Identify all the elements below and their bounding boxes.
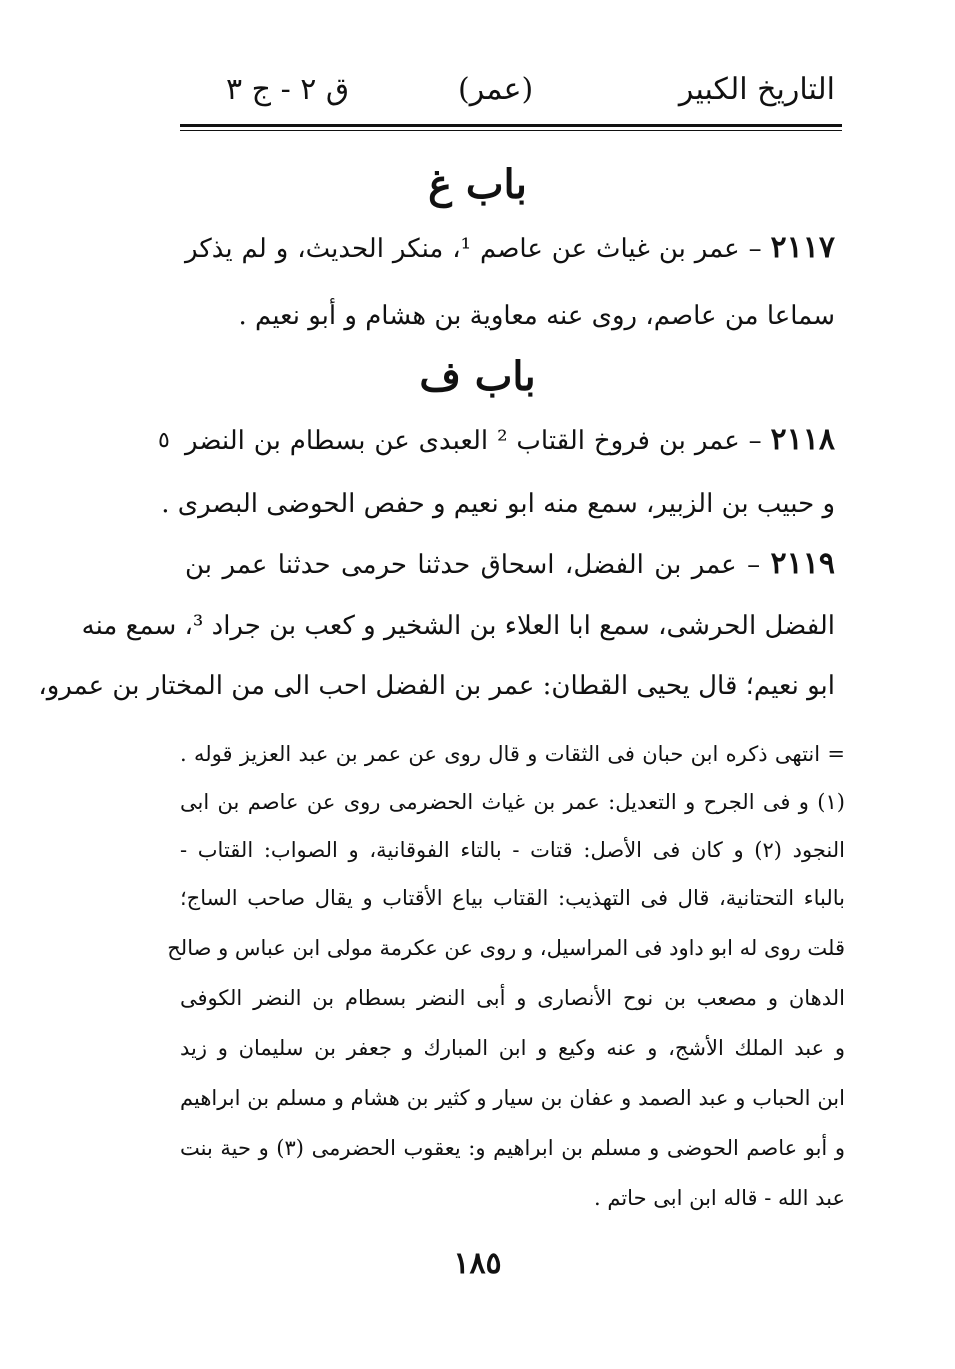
header-rule-thick [180,124,842,127]
entry-2119-line-3: ابو نعيم؛ قال يحيى القطان: عمر بن الفضل احب الى من المختار بن عمرو، [38,671,835,701]
entry-number: ٢١١٩ [770,546,835,581]
footnote-line: بالباء التحتانية، قال فى التهذيب: القتاب بياع الأقتاب و يقال صاحب الساج؛ [180,886,845,910]
margin-line-number: ٥ [158,428,170,453]
header-section: (عمر) [458,72,534,107]
footnote-line: النجود (٢) و كان فى الأصل: قتات - بالتاء الفوقانية، و الصواب: القتاب - [180,838,845,862]
header-book-title: التاريخ الكبير [678,72,835,107]
footnote-line: = انتهى ذكره ابن حبان فى الثقات و قال روى عن عمر بن عبد العزيز قوله . [180,742,845,766]
entry-number: ٢١١٧ [770,230,835,265]
entry-2117-line-2: سماعا من عاصم، روى عنه معاوية بن هشام و أبو نعيم . [238,301,835,331]
footnote-line: عبد الله - قاله ابن ابى حاتم . [594,1186,845,1210]
entry-text: – عمر بن غياث عن عاصم ¹، منكر الحديث، و لم يذكر [185,234,771,264]
chapter-heading-ghain: باب غ [428,161,527,208]
footnote-line: و أبو عاصم الحوضى و مسلم بن ابراهيم و: يعقوب الحضرمى (٣) و حية بنت [180,1136,846,1160]
chapter-heading-fa: باب ف [419,353,536,400]
entry-2119-line-2: الفضل الحرشى، سمع ابا العلاء بن الشخير و كعب بن جراد ³، سمع منه [81,611,835,641]
footnote-line: و عبد الملك الأشج، و عنه وكيع و ابن المبارك و جعفر بن سليمان و زيد [180,1036,845,1060]
entry-text: – عمر بن فروخ القتاب ² العبدى عن بسطام بن النضر [185,426,771,456]
entry-2118-line-2: و حبيب بن الزبير، سمع منه ابو نعيم و حفص الحوضى البصرى . [161,489,835,519]
entry-text: – عمر بن الفضل، اسحاق حدثنا حرمى حدثنا عمر بن [185,550,771,580]
footnote-line: ابن الحباب و عبد الصمد و عفان بن سيار و كثير بن هشام و مسلم بن ابراهيم [180,1086,845,1110]
entry-number: ٢١١٨ [770,422,835,457]
entry-2117-line-1 [185,228,835,269]
entry-2118-line-1 [185,420,835,461]
footnote-line: (١) و فى الجرح و التعديل: عمر بن غياث الحضرمى روى عن عاصم بن ابى [180,790,845,814]
page-number: ١٨٥ [453,1246,502,1281]
entry-2119-line-1 [185,544,835,585]
footnote-line: قلت روى له ابو داود فى المراسيل، و روى عن عكرمة مولى ابن عباس و صالح [167,936,845,960]
header-part-volume: ق ٢ - ج ٣ [226,72,350,107]
header-rule-thin [180,130,842,131]
footnote-line: الدهان و مصعب بن نوح الأنصارى و أبى النضر بسطام بن النضر الكوفى [180,986,845,1010]
